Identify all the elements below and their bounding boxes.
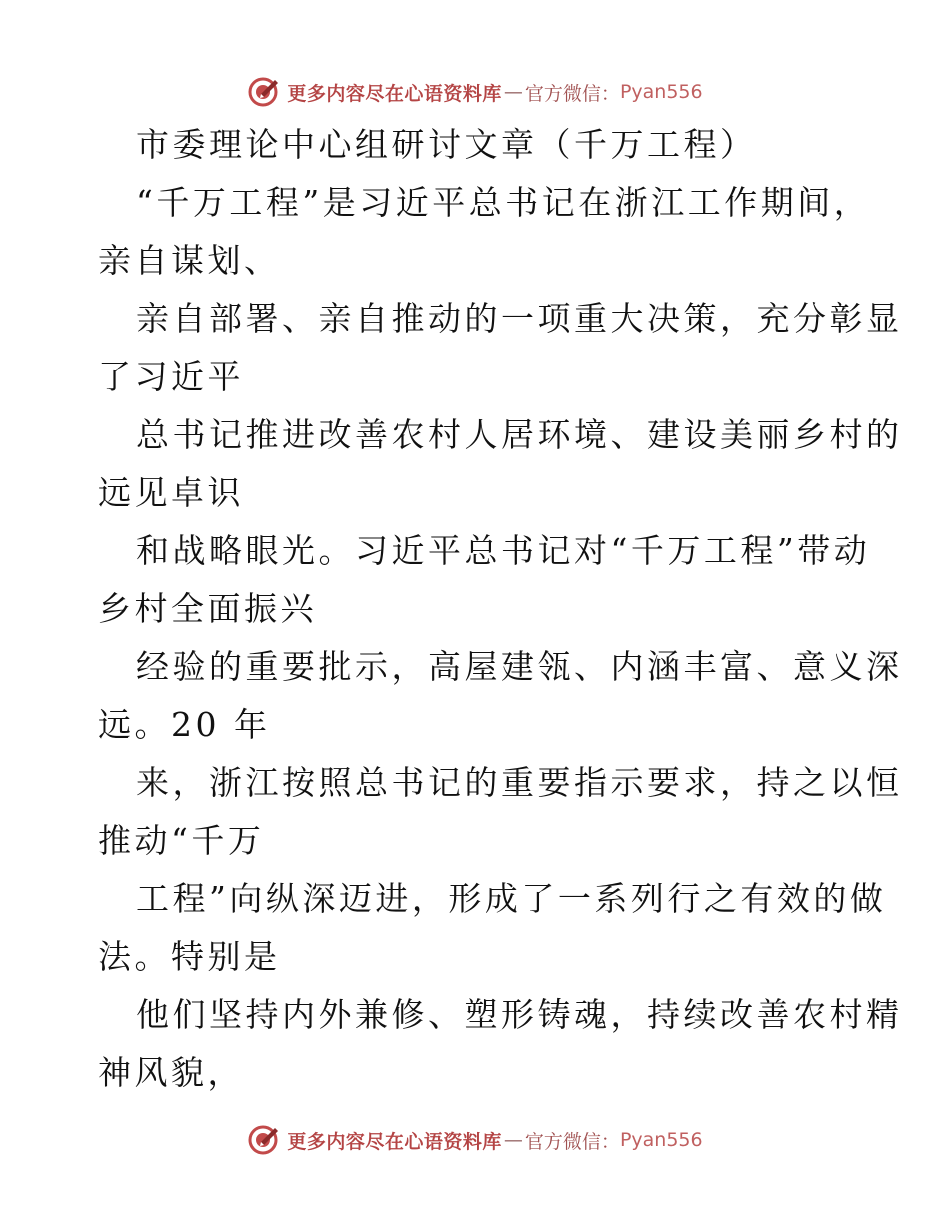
banner-main-text: 更多内容尽在心语资料库	[287, 82, 502, 105]
document-line: 乡村全面振兴	[98, 589, 317, 628]
document-body	[98, 116, 903, 1102]
footer-banner	[0, 1120, 950, 1160]
banner-dash: —	[503, 81, 523, 103]
document-line: 经验的重要批示，高屋建瓴、内涵丰富、意义深	[136, 647, 903, 686]
banner-dash: —	[503, 1129, 523, 1151]
banner-wechat-id: Pyan556	[619, 81, 703, 103]
document-title: 市委理论中心组研讨文章（千万工程）	[136, 125, 757, 164]
banner-sub-text: 官方微信：	[524, 82, 620, 105]
document-line: 工程”向纵深迈进，形成了一系列行之有效的做	[136, 879, 887, 918]
document-line: 来，浙江按照总书记的重要指示要求，持之以恒	[136, 763, 903, 802]
document-line: 法。特别是	[98, 937, 281, 976]
document-line: 亲自谋划、	[98, 241, 281, 280]
banner-sub-text: 官方微信：	[524, 1130, 620, 1153]
banner-main-text: 更多内容尽在心语资料库	[287, 1130, 502, 1153]
header-banner	[0, 72, 950, 112]
document-line: 亲自部署、亲自推动的一项重大决策，充分彰显	[136, 299, 903, 338]
document-line: 推动“千万	[98, 821, 265, 860]
document-line: 总书记推进改善农村人居环境、建设美丽乡村的	[136, 415, 903, 454]
document-line: 和战略眼光。习近平总书记对“千万工程”带动	[136, 531, 871, 570]
document-line: 远。20 年	[98, 705, 271, 744]
pen-nib-logo-icon	[247, 1123, 281, 1157]
banner-wechat-id: Pyan556	[619, 1129, 703, 1151]
document-line: 神风貌，	[98, 1053, 244, 1092]
document-line: “千万工程”是习近平总书记在浙江工作期间，	[136, 183, 871, 222]
document-line: 了习近平	[98, 357, 244, 396]
document-line: 他们坚持内外兼修、塑形铸魂，持续改善农村精	[136, 995, 903, 1034]
document-line: 远见卓识	[98, 473, 244, 512]
pen-nib-logo-icon	[247, 75, 281, 109]
